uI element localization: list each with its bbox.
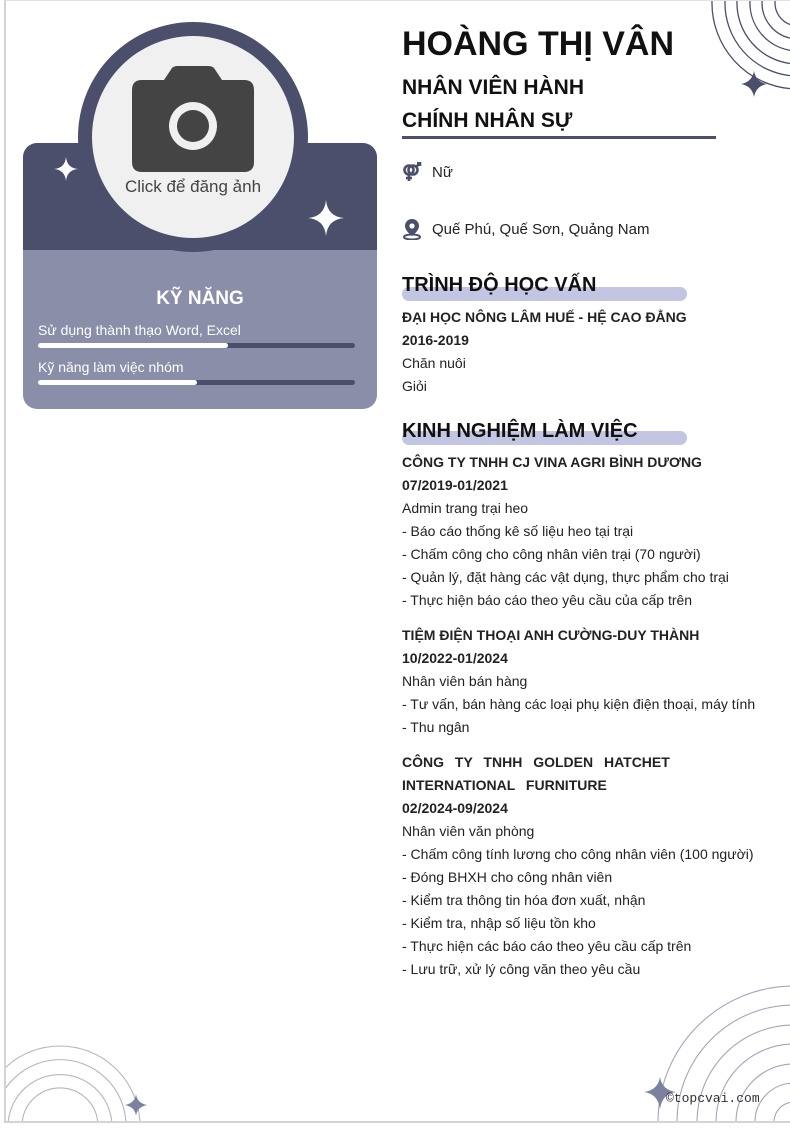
decorative-arc	[762, 1, 790, 39]
top-right-arcs	[712, 1, 790, 89]
job-role: Nhân viên văn phòng	[402, 823, 535, 839]
job-task: - Kiểm tra thông tin hóa đơn xuất, nhận	[402, 892, 646, 908]
experience-entry	[402, 624, 764, 739]
gender-row	[402, 162, 453, 182]
job-task: - Kiểm tra, nhập số liệu tồn kho	[402, 915, 596, 931]
education-major: Chăn nuôi	[402, 355, 466, 371]
decorative-arc	[725, 1, 790, 76]
job-title-line: NHÂN VIÊN HÀNH	[402, 76, 585, 99]
skill-label: Kỹ năng làm việc nhóm	[38, 359, 184, 375]
sparkle-icon	[54, 157, 78, 181]
company-name: CÔNG TY TNHH CJ VINA AGRI BÌNH DƯƠNG	[402, 454, 702, 470]
decorative-arc	[755, 1083, 790, 1122]
bottom-left-arcs	[6, 1046, 140, 1122]
decorative-arc	[22, 1088, 98, 1122]
skills-title: KỸ NĂNG	[156, 288, 244, 309]
experience-entry	[402, 451, 764, 612]
job-role: Admin trang trại heo	[402, 500, 529, 516]
job-task: - Thực hiện các báo cáo theo yêu cầu cấp trên	[402, 938, 692, 954]
job-title	[402, 71, 584, 137]
address-row	[402, 218, 649, 240]
skill-bar	[38, 343, 355, 348]
sparkle-icon	[308, 200, 344, 236]
education-entry	[402, 306, 764, 398]
cv-page	[4, 0, 790, 1123]
job-period: 07/2019-01/2021	[402, 477, 508, 493]
job-task: - Thực hiện báo cáo theo yêu cầu của cấp trên	[402, 592, 693, 608]
decorative-arc	[774, 1102, 790, 1122]
upload-photo-label: Click để đăng ảnh	[124, 177, 262, 196]
education-grade: Giỏi	[402, 378, 427, 394]
job-task: - Lưu trữ, xử lý công văn theo yêu cầu	[402, 961, 641, 977]
decorative-arc	[775, 1, 790, 25]
job-period: 10/2022-01/2024	[402, 650, 508, 666]
decorative-arc	[737, 1, 790, 64]
skill-label: Sử dụng thành thạo Word, Excel	[38, 322, 241, 338]
skill-bar	[38, 380, 355, 385]
job-task: - Chấm công tính lương cho công nhân viên (100 người)	[402, 846, 754, 862]
watermark: ©topcvai.com	[666, 1091, 760, 1106]
location-pin-icon	[402, 218, 422, 240]
sparkle-icon	[741, 71, 767, 97]
gender-value: Nữ	[432, 163, 453, 181]
sparkle-icon	[125, 1094, 147, 1116]
decorative-arc	[6, 1046, 140, 1122]
divider	[402, 136, 716, 139]
company-name: TIỆM ĐIỆN THOẠI ANH CƯỜNG-DUY THÀNH	[402, 627, 700, 643]
skill-bar-fill	[38, 380, 197, 385]
address-value: Quế Phú, Quế Sơn, Quảng Nam	[432, 220, 650, 238]
experience-title: KINH NGHIỆM LÀM VIỆC	[402, 420, 638, 442]
avatar-upload[interactable]	[92, 36, 294, 238]
gender-icon	[402, 162, 422, 182]
job-period: 02/2024-09/2024	[402, 800, 508, 816]
decorative-arc	[716, 1044, 790, 1122]
job-task: - Quản lý, đặt hàng các vật dụng, thực phẩm cho trại	[402, 569, 729, 585]
skill-bar-fill	[38, 343, 228, 348]
company-name: CÔNG TY TNHH GOLDEN HATCHET INTERNATIONAL FURNITURE	[402, 754, 670, 793]
education-period: 2016-2019	[402, 332, 469, 348]
job-task: - Báo cáo thống kê số liệu heo tại trại	[402, 523, 634, 539]
job-task: - Chấm công cho công nhân viên trại (70 người)	[402, 546, 701, 562]
experience-entry	[402, 751, 764, 981]
candidate-name: HOÀNG THỊ VÂN	[402, 25, 674, 63]
job-title-line: CHÍNH NHÂN SỰ	[402, 109, 573, 132]
job-task: - Tư vấn, bán hàng các loại phụ kiện điện thoại, máy tính	[402, 696, 756, 712]
job-task: - Đóng BHXH cho công nhân viên	[402, 869, 613, 885]
school-name: ĐẠI HỌC NÔNG LÂM HUẾ - HỆ CAO ĐẲNG	[402, 309, 687, 325]
job-role: Nhân viên bán hàng	[402, 673, 528, 689]
camera-icon	[132, 66, 254, 172]
job-task: - Thu ngân	[402, 719, 470, 735]
education-title: TRÌNH ĐỘ HỌC VẤN	[402, 274, 597, 296]
